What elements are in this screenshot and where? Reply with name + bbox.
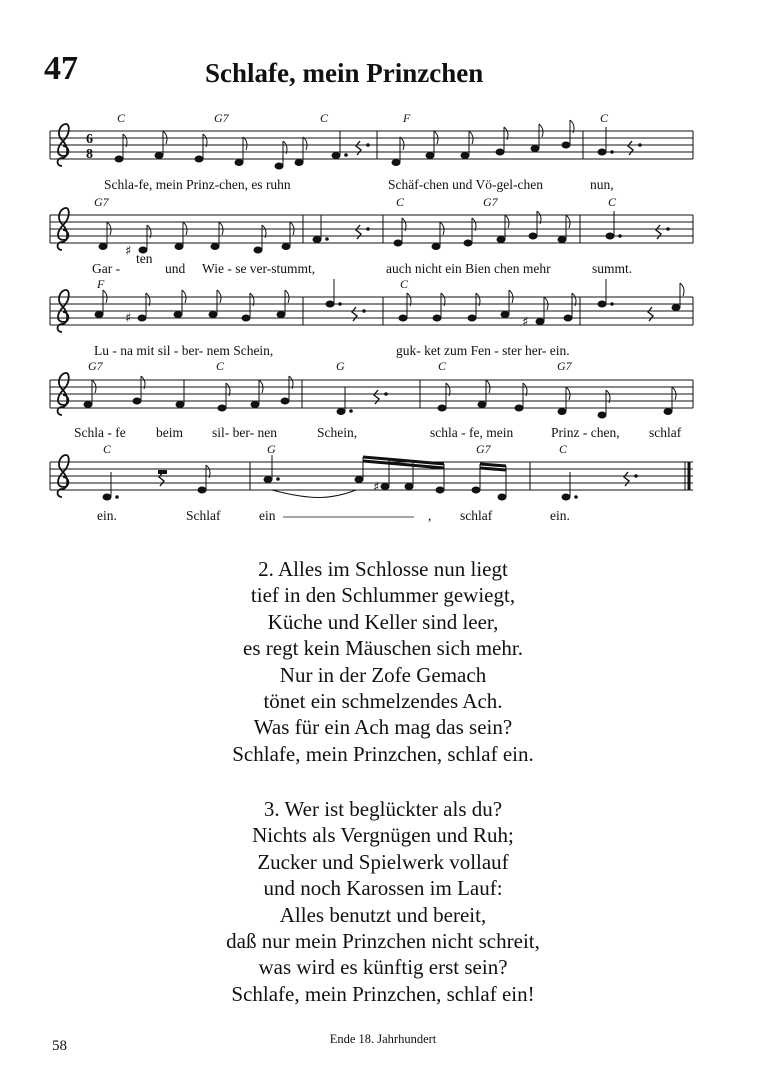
verse-line: Küche und Keller sind leer,: [267, 609, 499, 634]
verse-line: daß nur mein Prinzchen nicht schreit,: [226, 929, 540, 954]
lyric: ein.: [550, 508, 570, 523]
lyric: Schla-fe, mein Prinz-chen, es ruhn: [104, 177, 291, 192]
chord: G: [267, 442, 276, 456]
chord: G7: [557, 359, 572, 373]
verse-line: Zucker und Spielwerk vollauf: [257, 849, 509, 874]
staff-1: [50, 131, 693, 159]
time-sig-top: 6: [86, 132, 93, 147]
verse-line: und noch Karossen im Lauf:: [263, 876, 503, 901]
time-sig-bottom: 8: [86, 147, 93, 162]
song-title: Schlafe, mein Prinzchen: [205, 58, 484, 88]
lyric: beim: [156, 425, 183, 440]
lyric: guk- ket zum Fen - ster her- ein.: [396, 343, 570, 358]
lyric: auch nicht ein Bien chen mehr: [386, 261, 551, 276]
chord: C: [400, 277, 409, 291]
lyric: Schlaf: [186, 508, 221, 523]
verse-line: es regt kein Mäuschen sich mehr.: [243, 636, 523, 661]
verse-line: Alles benutzt und bereit,: [279, 902, 487, 927]
lyric: summt.: [592, 261, 633, 276]
half-rest: [158, 470, 167, 474]
chord: C: [600, 111, 609, 125]
lyric: ,: [428, 508, 432, 523]
lyric: Gar -: [92, 261, 121, 276]
chord: C: [320, 111, 329, 125]
chord: C: [559, 442, 568, 456]
chord: C: [117, 111, 126, 125]
verse-line: Schlafe, mein Prinzchen, schlaf ein!: [231, 981, 535, 1006]
lyric: Schäf-chen und Vö-gel-chen: [388, 177, 543, 192]
lyric: Schein,: [317, 425, 358, 440]
staff-5: [50, 462, 693, 490]
chord: G7: [88, 359, 103, 373]
chord: G7: [94, 195, 109, 209]
chord: C: [216, 359, 225, 373]
chord: C: [608, 195, 617, 209]
chord: C: [396, 195, 405, 209]
chord: G7: [483, 195, 498, 209]
lyric: Schla - fe: [74, 425, 126, 440]
footnote: Ende 18. Jahrhundert: [329, 1032, 437, 1046]
lyric: Prinz - chen,: [551, 425, 620, 440]
lyric: ein.: [97, 508, 117, 523]
chord: C: [103, 442, 112, 456]
verse-line: 2. Alles im Schlosse nun liegt: [258, 557, 508, 581]
lyric: ten: [136, 251, 153, 266]
staff-2: [50, 215, 693, 243]
notes-staff-4: [84, 376, 676, 418]
sharps: [125, 244, 528, 495]
verse-line: Nichts als Vergnügen und Ruh;: [252, 823, 514, 848]
lyric: schla - fe, mein: [430, 425, 514, 440]
chord: F: [97, 277, 105, 291]
svg-text:♯: ♯: [522, 315, 529, 330]
verse-2: [0, 556, 766, 767]
verse-3: [0, 796, 766, 1007]
song-number: 47: [44, 50, 78, 87]
lyric: Wie - se ver-stummt,: [202, 261, 316, 276]
notes-staff-5: [103, 455, 577, 517]
chord: C: [438, 359, 447, 373]
lyric: schlaf: [649, 425, 682, 440]
verse-line: tönet ein schmelzendes Ach.: [263, 689, 503, 714]
svg-text:♯: ♯: [125, 311, 132, 326]
svg-text:♯: ♯: [373, 480, 380, 495]
chord: G7: [214, 111, 229, 125]
verse-line: Was für ein Ach mag das sein?: [253, 715, 513, 740]
notes-staff-2: [99, 211, 621, 253]
staff-4: [50, 380, 693, 408]
chord: G7: [476, 442, 491, 456]
chord: G: [336, 359, 345, 373]
verse-line: Schlafe, mein Prinzchen, schlaf ein.: [232, 741, 534, 766]
page-number: 58: [52, 1038, 67, 1054]
verse-line: was wird es künftig erst sein?: [258, 955, 508, 980]
lyric: ein: [259, 508, 276, 523]
chord: F: [403, 111, 411, 125]
lyric: sil- ber- nen: [212, 425, 277, 440]
svg-text:♯: ♯: [125, 244, 132, 259]
lyric: und: [165, 261, 186, 276]
lyric: schlaf: [460, 508, 493, 523]
verse-line: tief in den Schlummer gewiegt,: [250, 583, 516, 608]
verse-line: 3. Wer ist beglückter als du?: [263, 797, 503, 821]
verse-line: Nur in der Zofe Gemach: [279, 662, 487, 687]
lyric: Lu - na mit sil - ber- nem Schein,: [94, 343, 274, 358]
lyric: nun,: [590, 177, 614, 192]
